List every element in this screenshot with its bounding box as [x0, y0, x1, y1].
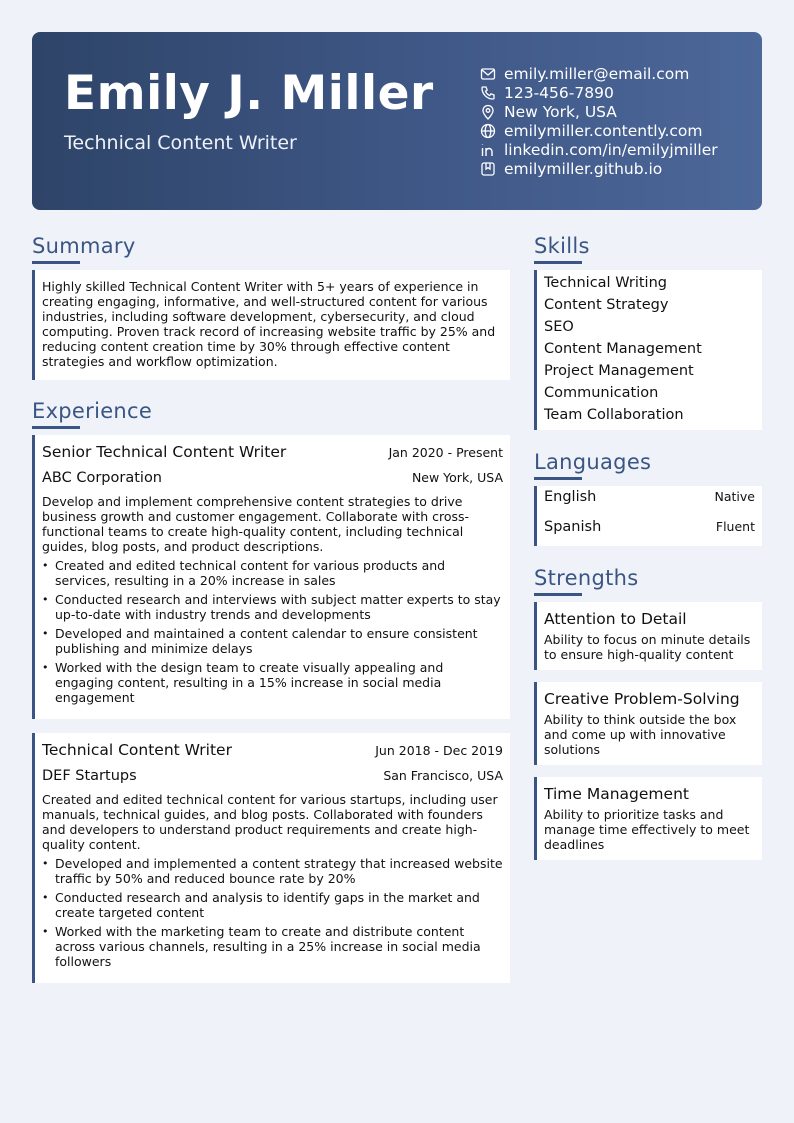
contact-website[interactable] — [480, 121, 760, 140]
job-date: Jan 2020 - Present — [388, 445, 503, 460]
strengths-section — [534, 564, 762, 860]
section-underline — [534, 477, 582, 480]
strength-description: Ability to focus on minute details to ensure high-quality content — [544, 632, 751, 662]
mail-icon — [480, 66, 496, 82]
globe-icon — [480, 123, 496, 139]
location-icon — [480, 104, 496, 120]
job-bullet: • Developed and maintained a content calendar to ensure consistent publishing and minimize delays — [42, 626, 503, 656]
strength-description: Ability to prioritize tasks and manage time effectively to meet deadlines — [544, 807, 750, 852]
linkedin-icon — [480, 142, 496, 158]
skill-item: Project Management — [544, 363, 694, 379]
skill-item: Content Management — [544, 341, 702, 357]
contact-github[interactable] — [480, 159, 760, 178]
job-bullet: • Created and edited technical content for various products and services, resulting in a 20% increase in sales — [42, 558, 503, 588]
summary-text: Highly skilled Technical Content Writer with 5+ years of experience in creating engaging, informative, and well-structured content for various industries, including software development, cybersecurity, and cloud computing. Proven track record of increasing website traffic by 25% and reducing content creation time by 30% through effective content strategies and workflow optimization. — [42, 279, 496, 369]
strength-card — [534, 602, 762, 670]
job-bullet: • Worked with the design team to create visually appealing and engaging content, resulting in a 15% increase in social media engagement — [42, 660, 503, 705]
section-underline — [534, 593, 582, 596]
summary-heading: Summary — [32, 234, 136, 258]
contact-phone[interactable] — [480, 83, 760, 102]
skills-section — [534, 232, 762, 430]
summary-card — [32, 270, 510, 380]
job-location: San Francisco, USA — [383, 768, 503, 783]
summary-section — [32, 232, 510, 380]
strength-title: Creative Problem-Solving — [544, 690, 740, 708]
strengths-heading: Strengths — [534, 566, 639, 590]
job-bullet: • Developed and implemented a content strategy that increased website traffic by 50% and reduced bounce rate by 20% — [42, 856, 503, 886]
languages-section — [534, 448, 762, 546]
contact-location-text: New York, USA — [504, 102, 617, 121]
skill-item: Technical Writing — [544, 275, 667, 291]
github-icon — [480, 161, 496, 177]
language-row — [544, 486, 755, 516]
contact-email-text: emily.miller@email.com — [504, 64, 690, 83]
job-description: Created and edited technical content for various startups, including user manuals, technical guides, and blog posts. Collaborated with founders and developers to understand product requirements and create high-quality content. — [42, 792, 498, 852]
contact-phone-text: 123-456-7890 — [504, 83, 614, 102]
section-underline — [32, 261, 80, 264]
contact-github-text: emilymiller.github.io — [504, 159, 663, 178]
job-title: Technical Content Writer — [42, 741, 232, 759]
skill-item: SEO — [544, 319, 574, 335]
job-description: Develop and implement comprehensive content strategies to drive business growth and customer engagement. Collaborate with cross-functional teams to create high-quality content, including technical guides, blog posts, and product descriptions. — [42, 494, 470, 554]
job-company: DEF Startups — [42, 768, 137, 784]
experience-section — [32, 397, 510, 983]
right-column — [534, 232, 762, 872]
left-column — [32, 232, 510, 997]
strength-card — [534, 777, 762, 860]
strength-card — [534, 682, 762, 765]
candidate-role: Technical Content Writer — [64, 132, 297, 154]
job-entry — [32, 435, 510, 719]
experience-heading: Experience — [32, 399, 153, 423]
header-banner — [32, 32, 762, 210]
job-bullet: • Conducted research and interviews with subject matter experts to stay up-to-date with industry trends and developments — [42, 592, 503, 622]
strength-description: Ability to think outside the box and come up with innovative solutions — [544, 712, 737, 757]
job-bullets — [42, 856, 503, 969]
job-location: New York, USA — [411, 470, 503, 485]
language-level: Native — [714, 489, 755, 504]
contact-website-text: emilymiller.contently.com — [504, 121, 703, 140]
strength-title: Attention to Detail — [544, 610, 687, 628]
skills-heading: Skills — [534, 234, 590, 258]
language-row — [544, 516, 755, 546]
job-date: Jun 2018 - Dec 2019 — [375, 743, 503, 758]
section-underline — [32, 426, 80, 429]
languages-card — [534, 486, 762, 546]
skill-item: Team Collaboration — [544, 407, 684, 423]
skill-item: Communication — [544, 385, 659, 401]
job-title: Senior Technical Content Writer — [42, 443, 287, 461]
job-entry — [32, 733, 510, 983]
phone-icon — [480, 85, 496, 101]
contact-list — [480, 64, 760, 178]
language-name: Spanish — [544, 519, 602, 535]
job-bullets — [42, 558, 503, 705]
skills-card — [534, 270, 762, 430]
contact-linkedin[interactable] — [480, 140, 760, 159]
strength-title: Time Management — [544, 785, 689, 803]
contact-email[interactable] — [480, 64, 760, 83]
contact-location — [480, 102, 760, 121]
skill-item: Content Strategy — [544, 297, 669, 313]
job-bullet: • Conducted research and analysis to identify gaps in the market and create targeted content — [42, 890, 503, 920]
language-name: English — [544, 489, 597, 505]
job-bullet: • Worked with the marketing team to create and distribute content across various channels, resulting in a 25% increase in social media followers — [42, 924, 503, 969]
section-underline — [534, 261, 582, 264]
candidate-name: Emily J. Miller — [64, 66, 434, 121]
languages-heading: Languages — [534, 450, 652, 474]
job-company: ABC Corporation — [42, 470, 163, 486]
contact-linkedin-text: linkedin.com/in/emilyjmiller — [504, 140, 718, 159]
language-level: Fluent — [715, 519, 755, 534]
